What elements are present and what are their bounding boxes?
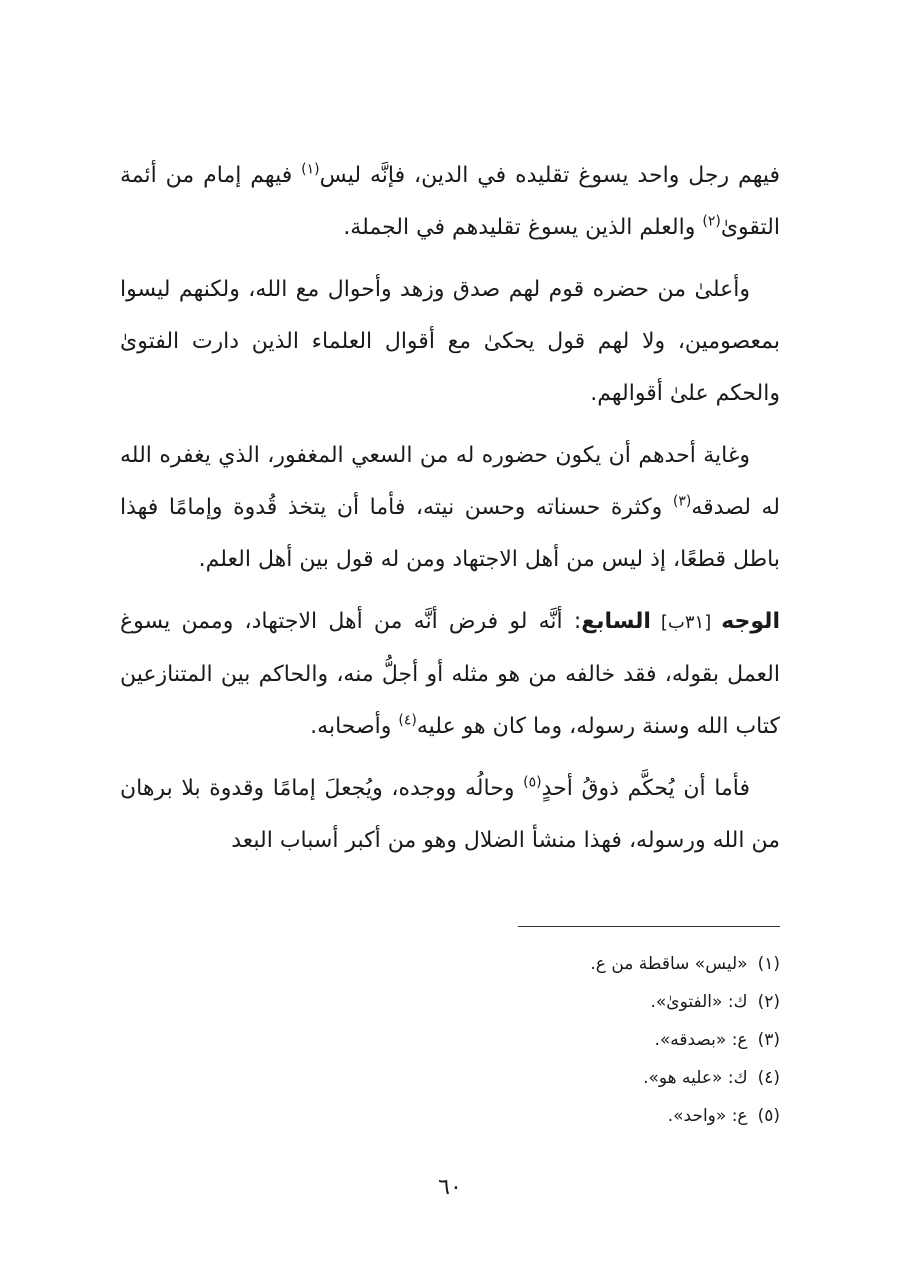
footnote-number: (٤): [757, 1068, 780, 1088]
footnote-number: (٣): [757, 1030, 780, 1050]
footnote-ref-1: (١): [301, 161, 320, 178]
paragraph-2: [120, 264, 780, 420]
paragraph-1-text-b: فيهم إمام من أئمة التقوىٰ: [120, 163, 780, 240]
paragraph-1-text-a: فيهم رجل واحد يسوغ تقليده في الدين، فإنَّه ليس: [319, 163, 780, 188]
paragraph-1: [120, 150, 780, 254]
footnote-text: ك: «الفتوىٰ».: [650, 992, 748, 1012]
paragraph-1-text-c: والعلم الذين يسوغ تقليدهم في الجملة.: [343, 215, 703, 240]
paragraph-5: [120, 763, 780, 867]
paragraph-2-text: وأعلىٰ من حضره قوم لهم صدق وزهد وأحوال مع الله، ولكنهم ليسوا بمعصومين، ولا لهم قول يحكىٰ مع أقوال العلماء الذين دارت الفتوىٰ والحكم علىٰ أقوالهم.: [120, 277, 780, 406]
footnote-ref-4: (٤): [398, 712, 417, 729]
manuscript-folio-ref: [٣١ب]: [650, 612, 722, 633]
footnote-5: [120, 1097, 780, 1135]
section-heading: السابع: [581, 609, 651, 634]
paragraph-3-text-b: وكثرة حسناته وحسن نيته، فأما أن يتخذ قُدوة وإمامًا فهذا باطل قطعًا، إذ ليس من أهل الاجتهاد ومن له قول بين أهل العلم.: [120, 495, 780, 572]
footnote-number: (١): [757, 954, 780, 974]
footnote-ref-3: (٣): [672, 493, 692, 510]
footnotes: [120, 945, 780, 1135]
footnote-number: (٢): [757, 992, 780, 1012]
footnote-1: [120, 945, 780, 983]
main-text: [120, 150, 780, 877]
paragraph-5-text-b: وحالُه ووجده، ويُجعلَ إمامًا وقدوة بلا برهان من الله ورسوله، فهذا منشأ الضلال وهو من أكبر أسباب البعد: [120, 776, 780, 853]
footnote-text: ع: «واحد».: [667, 1106, 748, 1126]
page-number: ٦٠: [438, 1175, 462, 1200]
paragraph-5-text-a: فأما أن يُحكَّم ذوقُ أحدٍ: [541, 776, 750, 801]
footnote-4: [120, 1059, 780, 1097]
footnote-text: «ليس» ساقطة من ع.: [590, 954, 748, 974]
footnote-text: ع: «بصدقه».: [654, 1030, 748, 1050]
footnote-text: ك: «عليه هو».: [643, 1068, 748, 1088]
paragraph-4: [120, 596, 780, 753]
footnote-ref-5: (٥): [523, 774, 542, 791]
paragraph-4-text-b: وأصحابه.: [310, 714, 399, 739]
footnote-divider: [518, 926, 780, 927]
footnote-3: [120, 1021, 780, 1059]
paragraph-4-text-a: : أنَّه لو فرض أنَّه من أهل الاجتهاد، وممن يسوغ العمل بقوله، فقد خالفه من هو مثله أو أجلُّ منه، والحاكم بين المتنازعين كتاب الله وسنة رسوله، وما كان هو عليه: [120, 609, 780, 739]
paragraph-3-text-a: وغاية أحدهم أن يكون حضوره له من السعي المغفور، الذي يغفره الله له لصدقه: [120, 443, 780, 520]
footnote-2: [120, 983, 780, 1021]
paragraph-3: [120, 430, 780, 586]
footnote-number: (٥): [757, 1106, 780, 1126]
footnote-ref-2: (٢): [702, 213, 721, 230]
section-lead: الوجه: [721, 609, 780, 634]
